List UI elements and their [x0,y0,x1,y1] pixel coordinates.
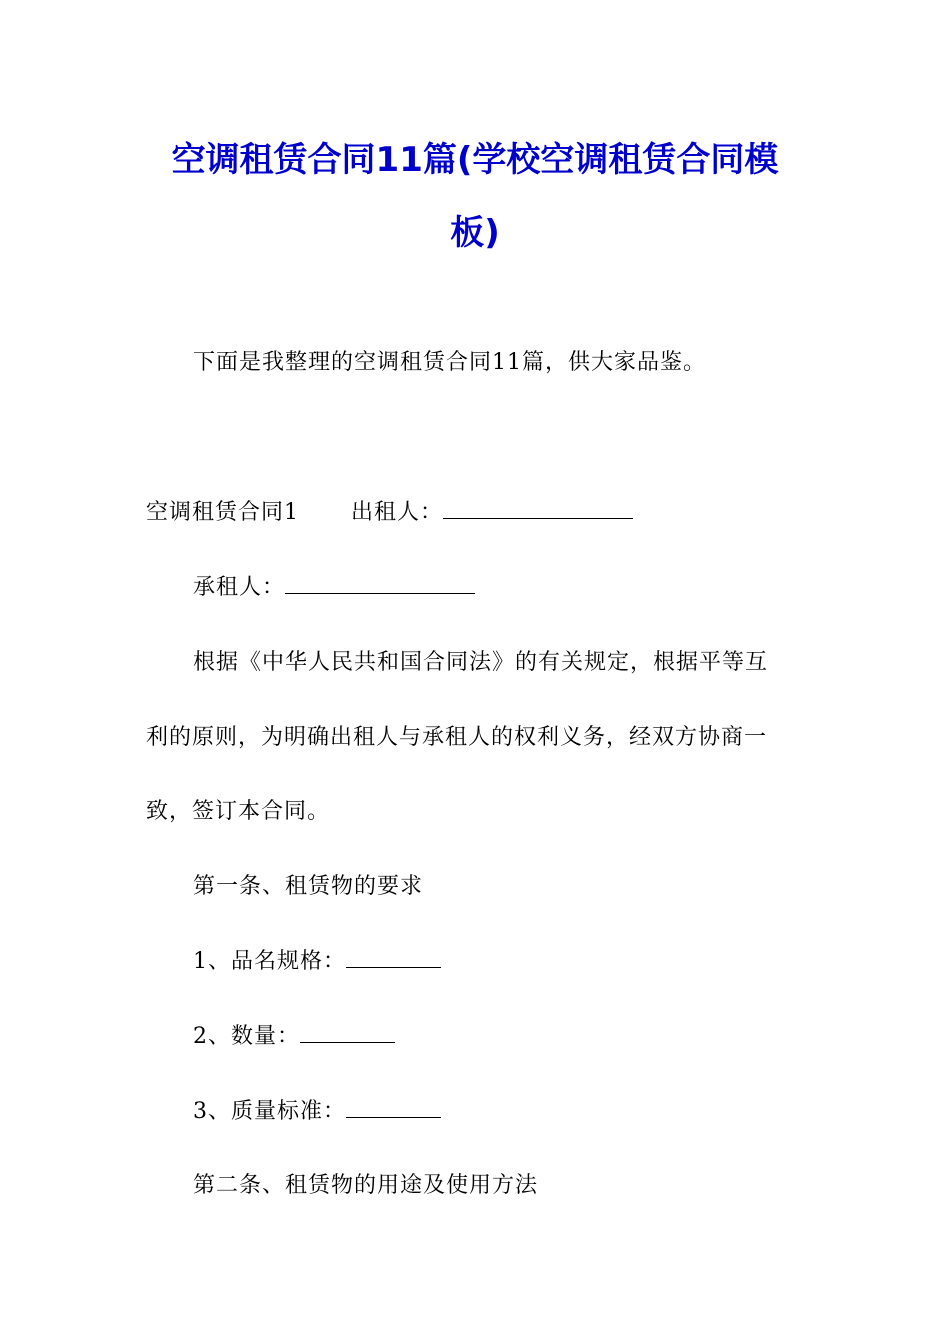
article-2-heading: 第二条、租赁物的用途及使用方法 [193,1173,539,1198]
item-1-label: 1、品名规格： [193,949,346,974]
item-2-label: 2、数量： [193,1024,300,1049]
intro-text: 下面是我整理的空调租赁合同11篇，供大家品鉴。 [193,350,706,375]
lessee-line [193,570,475,601]
item-2-blank [300,1022,395,1043]
lessee-blank [285,573,475,594]
paragraph-1-line1: 根据《中华人民共和国合同法》的有关规定，根据平等互 [193,650,769,675]
item-1-blank [346,947,441,968]
lessor-label: 出租人： [351,500,444,525]
paragraph-1-line3: 致，签订本合同。 [146,799,331,824]
contract-heading: 空调租赁合同1 [146,500,299,525]
document-title-line2: 板) [450,213,500,253]
contract-heading-line [146,495,633,526]
paragraph-1-line2: 利的原则，为明确出租人与承租人的权利义务，经双方协商一 [146,725,768,750]
item-3-blank [346,1097,441,1118]
item-2-line [193,1019,395,1050]
lessor-blank [443,498,633,519]
lessee-label: 承租人： [193,575,286,600]
article-1-heading: 第一条、租赁物的要求 [193,874,424,899]
item-3-line [193,1094,441,1125]
item-3-label: 3、质量标准： [193,1099,346,1124]
document-title-line1: 空调租赁合同11篇(学校空调租赁合同模 [171,140,779,180]
item-1-line [193,944,441,975]
